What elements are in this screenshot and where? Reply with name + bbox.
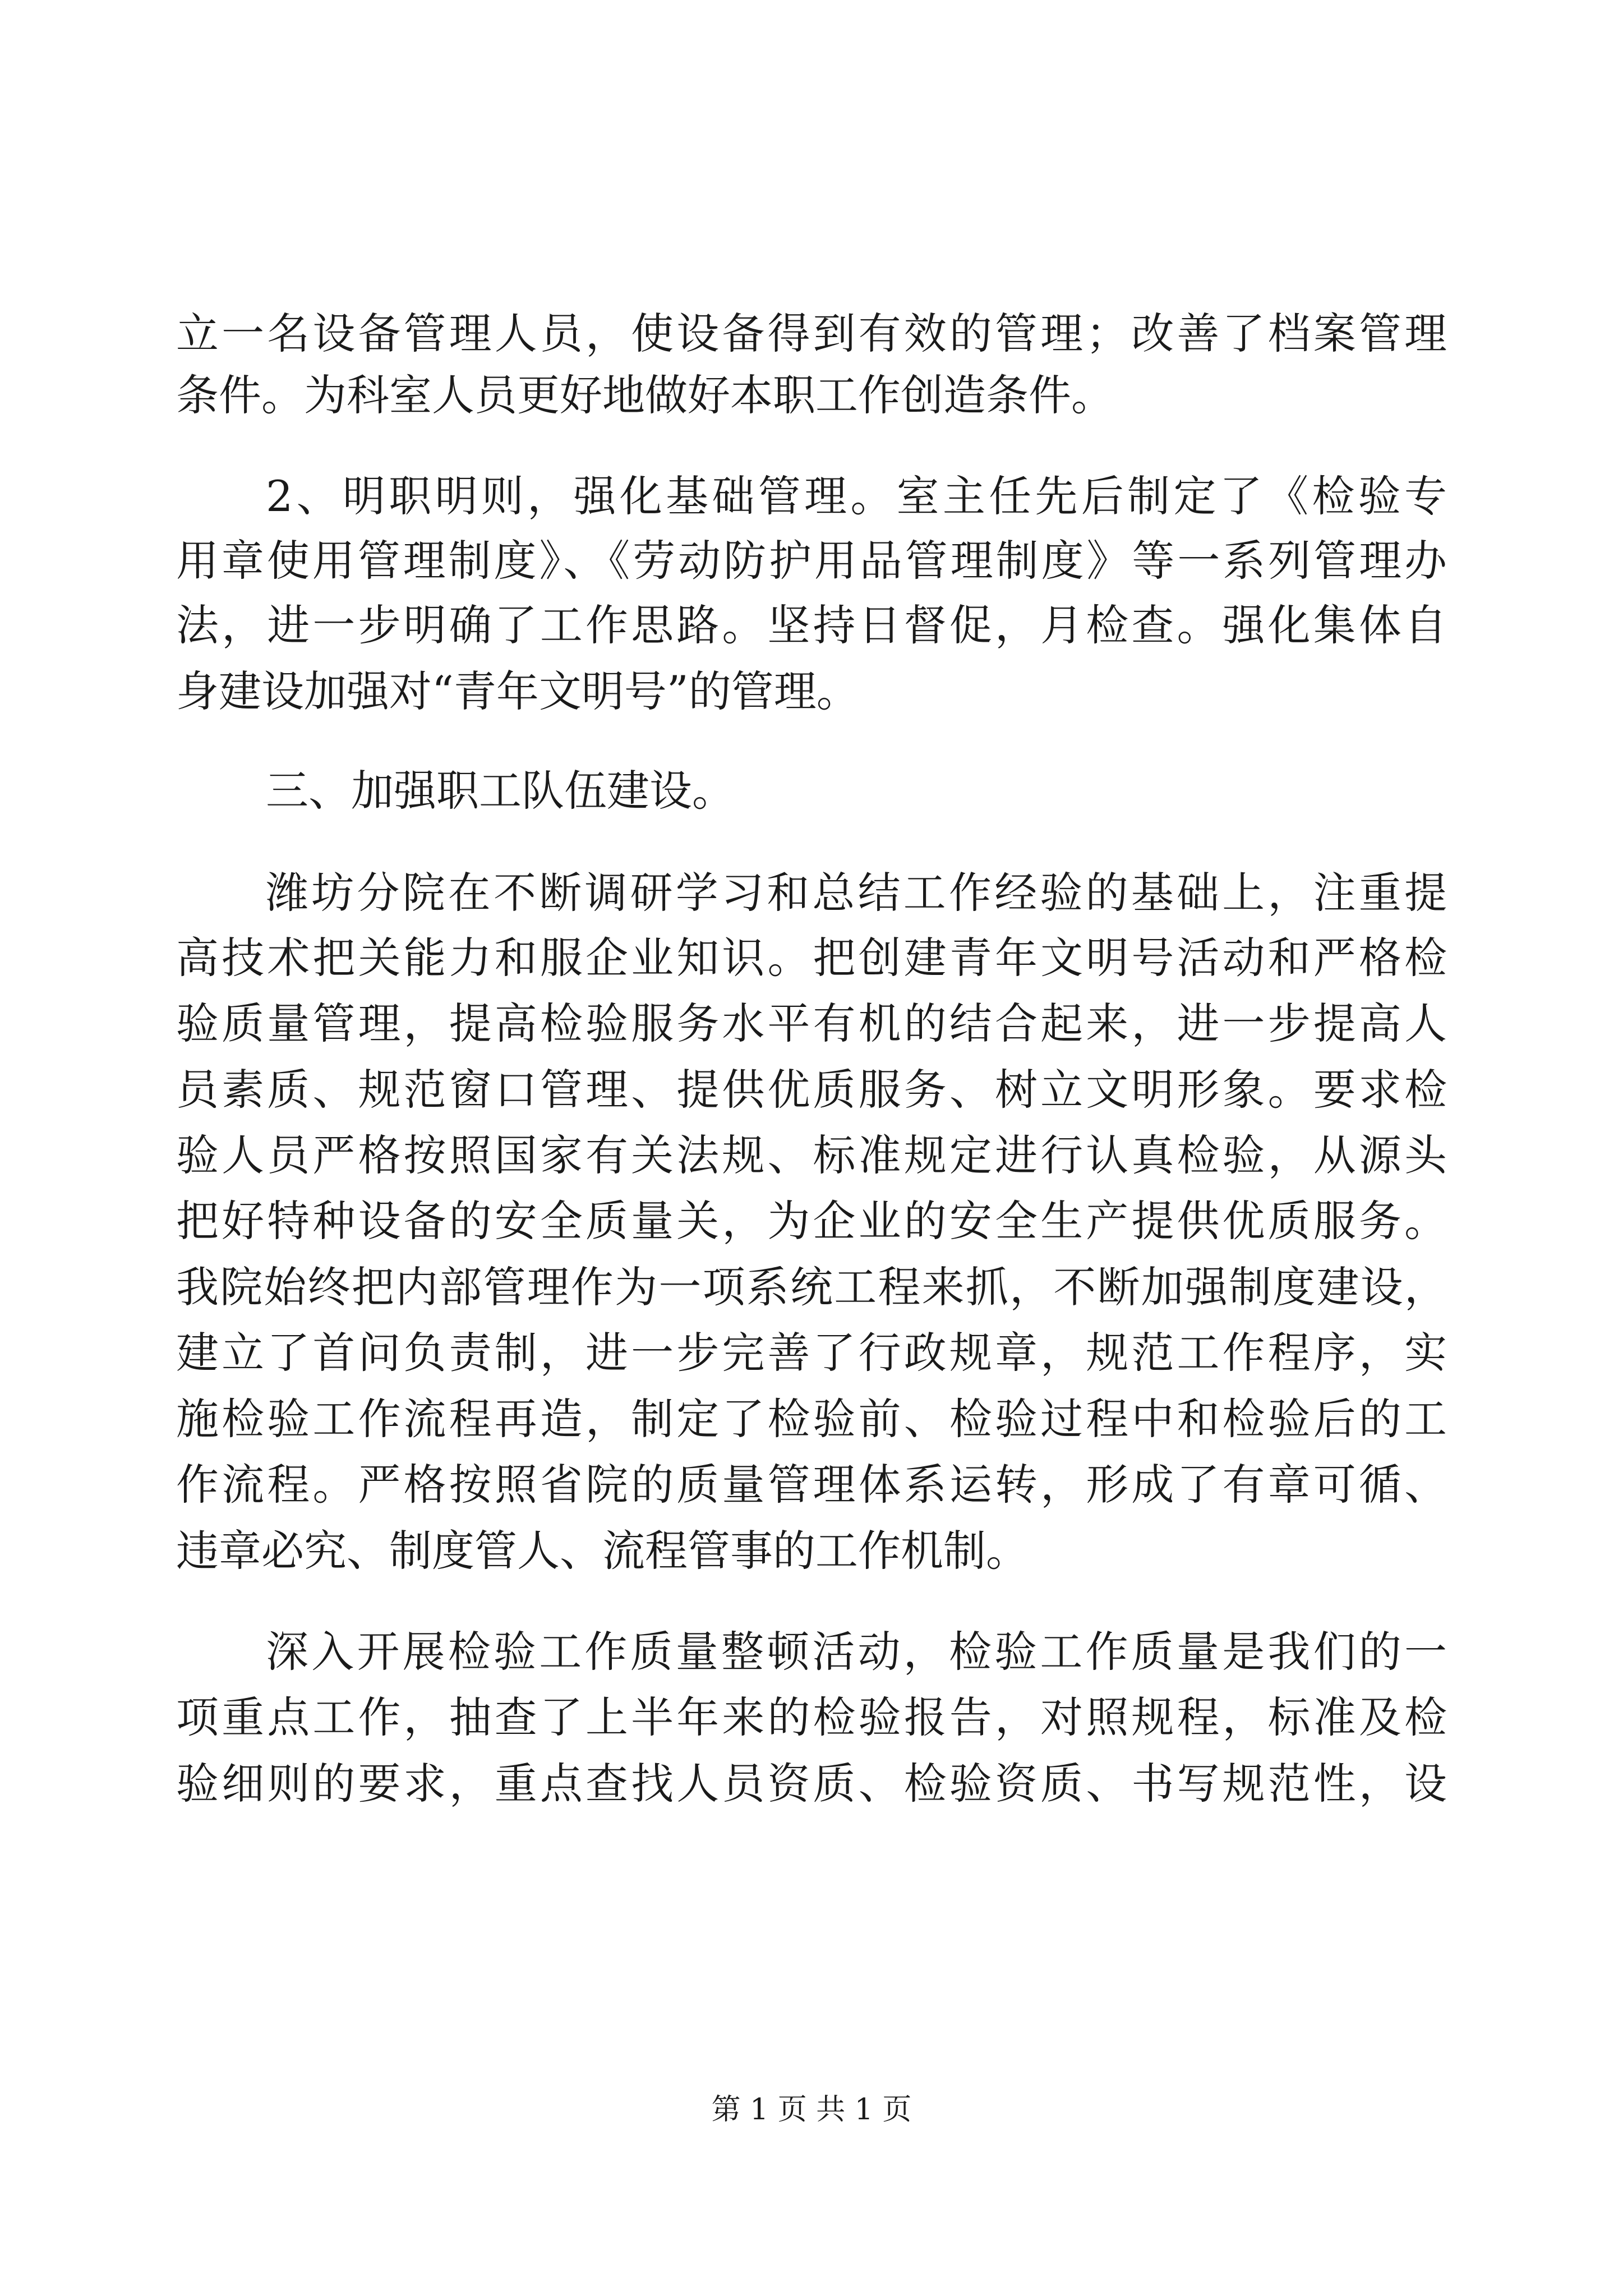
- text-line: 员素质、规范窗口管理、提供优质服务、树立文明形象。要求检: [176, 1065, 1447, 1115]
- text-line: 作流程。严格按照省院的质量管理体系运转，形成了有章可循、: [176, 1460, 1447, 1510]
- text-line: 法，进一步明确了工作思路。坚持日督促，月检查。强化集体自: [176, 600, 1447, 650]
- text-line: 我院始终把内部管理作为一项系统工程来抓，不断加强制度建设，: [176, 1262, 1447, 1312]
- text-line: 立一名设备管理人员，使设备得到有效的管理；改善了档案管理: [176, 309, 1447, 358]
- text-line: 用章使用管理制度》、《劳动防护用品管理制度》等一系列管理办: [176, 536, 1447, 586]
- text-line: 高技术把关能力和服企业知识。把创建青年文明号活动和严格检: [176, 933, 1447, 983]
- page-number-label: 第 1 页 共 1 页: [711, 2093, 912, 2127]
- text-line: 项重点工作，抽查了上半年来的检验报告，对照规程，标准及检: [176, 1692, 1447, 1742]
- text-line: 施检验工作流程再造，制定了检验前、检验过程中和检验后的工: [176, 1394, 1447, 1444]
- text-line: 潍坊分院在不断调研学习和总结工作经验的基础上，注重提: [266, 868, 1447, 918]
- text-line: 验细则的要求，重点查找人员资质、检验资质、书写规范性，设: [176, 1759, 1447, 1809]
- text-line: 2、明职明则，强化基础管理。室主任先后制定了《检验专: [266, 471, 1447, 521]
- text-line: 深入开展检验工作质量整顿活动，检验工作质量是我们的一: [266, 1627, 1447, 1677]
- text-line: 验人员严格按照国家有关法规、标准规定进行认真检验，从源头: [176, 1130, 1447, 1180]
- text-line: 建立了首问负责制，进一步完善了行政规章，规范工作程序，实: [176, 1328, 1447, 1378]
- text-line: 把好特种设备的安全质量关，为企业的安全生产提供优质服务。: [176, 1196, 1447, 1246]
- text-line: 验质量管理，提高检验服务水平有机的结合起来，进一步提高人: [176, 999, 1447, 1048]
- section-heading: 三、加强职工队伍建设。: [266, 766, 735, 816]
- page-footer: [0, 2090, 1623, 2130]
- text-line: 条件。为科室人员更好地做好本职工作创造条件。: [176, 370, 1114, 420]
- text-line: 身建设加强对“青年文明号”的管理。: [176, 666, 859, 716]
- text-line: 违章必究、制度管人、流程管事的工作机制。: [176, 1526, 1029, 1576]
